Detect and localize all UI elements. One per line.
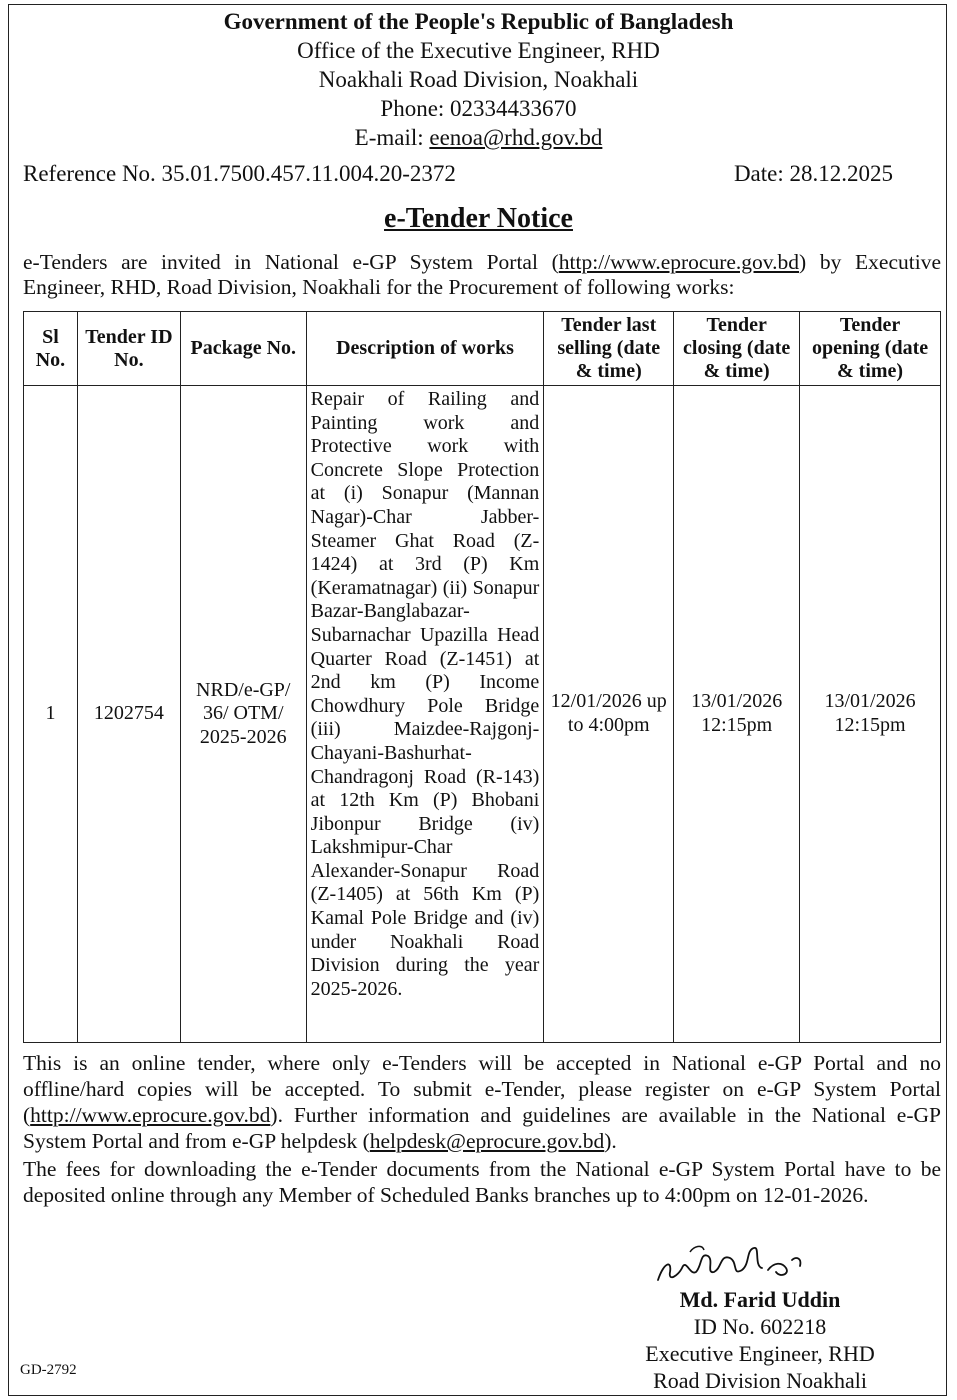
page-title: e-Tender Notice bbox=[384, 203, 573, 234]
intro-paragraph bbox=[23, 250, 941, 300]
handwritten-signature bbox=[650, 1232, 810, 1292]
online-tender-paragraph bbox=[23, 1050, 941, 1154]
cell-package: NRD/e-GP/ 36/ OTM/ 2025-2026 bbox=[180, 386, 306, 1043]
col-header-opening: Tender opening (date & time) bbox=[800, 312, 941, 386]
intro-text-1: e-Tenders are invited in National e-GP System Portal ( bbox=[23, 250, 559, 274]
note1-text-3: ). bbox=[604, 1129, 617, 1153]
intro-text-2: ) by Executive Engineer, RHD, Road Division, Noakhali for the Procurement of following works: bbox=[23, 250, 941, 299]
gd-code: GD-2792 bbox=[20, 1362, 77, 1378]
cell-opening: 13/01/2026 12:15pm bbox=[800, 386, 941, 1043]
email-link[interactable]: eenoa@rhd.gov.bd bbox=[429, 125, 603, 150]
signatory-office: Road Division Noakhali bbox=[653, 1368, 867, 1393]
cell-selling: 12/01/2026 up to 4:00pm bbox=[544, 386, 674, 1043]
email-label: E-mail: bbox=[354, 125, 430, 150]
eprocure-link-2[interactable]: http://www.eprocure.gov.bd bbox=[30, 1103, 271, 1127]
note1-text-1: This is an online tender, where only e-Tenders will be accepted in National e-GP Portal and no offline/hard copies will be accepted. To submit e-Tender, please register on e-GP System Portal ( bbox=[23, 1051, 941, 1127]
reference-number: Reference No. 35.01.7500.457.11.004.20-2372 bbox=[23, 161, 456, 186]
col-header-package: Package No. bbox=[180, 312, 306, 386]
col-header-sl: Sl No. bbox=[24, 312, 78, 386]
col-header-tender-id: Tender ID No. bbox=[77, 312, 180, 386]
tender-table bbox=[23, 311, 941, 1043]
col-header-selling: Tender last selling (date & time) bbox=[544, 312, 674, 386]
government-heading: Government of the People's Republic of Bangladesh bbox=[223, 9, 734, 34]
notice-date: Date: 28.12.2025 bbox=[733, 161, 893, 186]
cell-sl: 1 bbox=[24, 386, 78, 1043]
col-header-description: Description of works bbox=[306, 312, 544, 386]
signatory-block bbox=[540, 1286, 957, 1394]
signatory-name: Md. Farid Uddin bbox=[679, 1287, 841, 1312]
cell-description: Repair of Railing and Painting work and Protective work with Concrete Slope Protection at (i) Sonapur (Mannan Nagar)-Char Jabber-Steamer Ghat Road (Z-1424) at 3rd (P) Km (Keramatnagar) (ii) Sonapur Bazar-Banglabazar-Subarnachar Upazilla Head Quarter Road (Z-1451) at 2nd km (P) Income Chowdhury Pole Bridge (iii) Maizdee-Rajgonj-Chayani-Bashurhat-Chandragonj Road (R-143) at 12th Km (P) Bhobani Jibonpur Bridge (iv) Lakshmipur-Char Alexander-Sonapur Road (Z-1405) at 56th Km (P) Kamal Pole Bridge and (iv) under Noakhali Road Division during the year 2025-2026. bbox=[306, 386, 544, 1043]
phone-line: Phone: 02334433670 bbox=[380, 96, 577, 121]
division-heading: Noakhali Road Division, Noakhali bbox=[318, 67, 639, 92]
table-row bbox=[24, 386, 941, 1043]
eprocure-link[interactable]: http://www.eprocure.gov.bd bbox=[558, 250, 800, 274]
helpdesk-email-link[interactable]: helpdesk@eprocure.gov.bd bbox=[369, 1129, 605, 1153]
office-heading: Office of the Executive Engineer, RHD bbox=[297, 38, 660, 63]
table-header-row bbox=[24, 312, 941, 386]
cell-tender-id: 1202754 bbox=[77, 386, 180, 1043]
note1-text-2: ). Further information and guidelines are available in the National e-GP System Portal and from e-GP helpdesk ( bbox=[23, 1103, 941, 1153]
email-line bbox=[0, 124, 957, 152]
cell-closing: 13/01/2026 12:15pm bbox=[674, 386, 800, 1043]
signatory-designation: Executive Engineer, RHD bbox=[645, 1341, 875, 1366]
signatory-id: ID No. 602218 bbox=[693, 1314, 827, 1339]
col-header-closing: Tender closing (date & time) bbox=[674, 312, 800, 386]
fees-paragraph: The fees for downloading the e-Tender documents from the National e-GP System Portal have to be deposited online through any Member of Scheduled Banks branches up to 4:00pm on 12-01-2026. bbox=[23, 1157, 941, 1207]
